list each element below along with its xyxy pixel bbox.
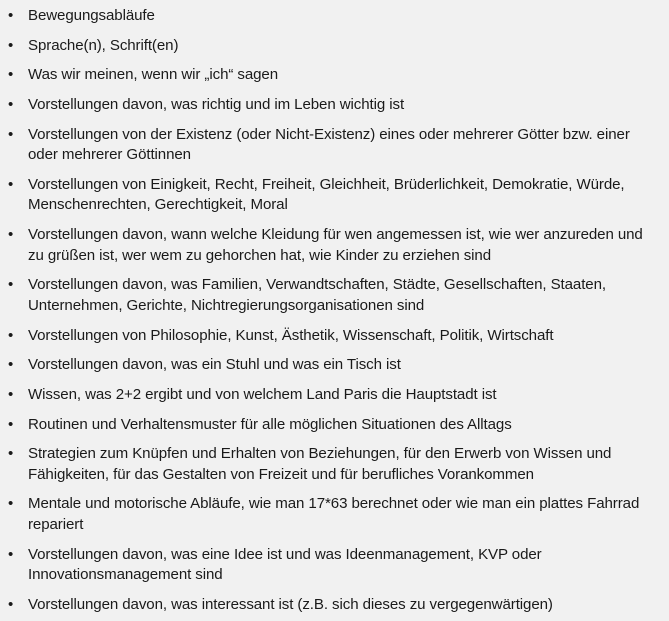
list-item-text: Vorstellungen von Philosophie, Kunst, Ästhetik, Wissenschaft, Politik, Wirtschaft bbox=[28, 326, 554, 344]
bullet-icon: • bbox=[8, 545, 14, 563]
list-item-text: Routinen und Verhaltensmuster für alle möglichen Situationen des Alltags bbox=[28, 415, 512, 433]
bullet-list bbox=[6, 6, 661, 615]
list-item bbox=[6, 225, 661, 266]
bullet-icon: • bbox=[8, 226, 14, 244]
list-item-text: Vorstellungen von Einigkeit, Recht, Freiheit, Gleichheit, Brüderlichkeit, Demokratie, Würde, Menschenrechten, Gerechtigkeit, Moral bbox=[28, 175, 625, 214]
list-item bbox=[6, 95, 661, 116]
list-item-text: Vorstellungen davon, was richtig und im Leben wichtig ist bbox=[28, 96, 405, 114]
bullet-icon: • bbox=[8, 595, 14, 613]
list-item-text: Mentale und motorische Abläufe, wie man 17*63 berechnet oder wie man ein plattes Fahrrad repariert bbox=[28, 495, 640, 533]
bullet-icon: • bbox=[8, 356, 14, 374]
list-item-text: Vorstellungen davon, wann welche Kleidung für wen angemessen ist, wie wer anzureden und zu grüßen ist, wer wem zu gehorchen hat, wie Kinder zu erziehen sind bbox=[28, 226, 643, 264]
bullet-icon: • bbox=[8, 175, 14, 193]
bullet-icon: • bbox=[8, 415, 14, 433]
list-item-text: Vorstellungen davon, was eine Idee ist und was Ideenmanagement, KVP oder Innovationsmanagement sind bbox=[28, 545, 542, 584]
list-item-text: Strategien zum Knüpfen und Erhalten von Beziehungen, für den Erwerb von Wissen und Fähigkeiten, für das Gestalten von Freizeit und für berufliches Vorankommen bbox=[28, 445, 612, 483]
list-item-text: Vorstellungen davon, was ein Stuhl und was ein Tisch ist bbox=[28, 356, 401, 374]
list-item bbox=[6, 385, 661, 406]
bullet-icon: • bbox=[8, 445, 14, 463]
bullet-icon: • bbox=[8, 36, 14, 54]
list-item-text: Vorstellungen davon, was Familien, Verwandtschaften, Städte, Gesellschaften, Staaten, Unternehmen, Gerichte, Nichtregierungsorganisationen sind bbox=[28, 276, 606, 314]
list-item bbox=[6, 36, 661, 57]
bullet-icon: • bbox=[8, 7, 14, 24]
list-item-text: Vorstellungen davon, was interessant ist (z.B. sich dieses zu vergegenwärtigen) bbox=[28, 595, 553, 613]
list-item-text: Bewegungsabläufe bbox=[28, 7, 155, 24]
list-item-text: Wissen, was 2+2 ergibt und von welchem Land Paris die Hauptstadt ist bbox=[28, 385, 497, 403]
list-item bbox=[6, 415, 661, 436]
bullet-icon: • bbox=[8, 125, 14, 143]
bullet-icon: • bbox=[8, 66, 14, 84]
list-item bbox=[6, 125, 661, 166]
list-item bbox=[6, 65, 661, 86]
list-item-text: Vorstellungen von der Existenz (oder Nicht-Existenz) eines oder mehrerer Götter bzw. einer oder mehrerer Göttinnen bbox=[28, 125, 630, 164]
list-item bbox=[6, 545, 661, 586]
list-item bbox=[6, 326, 661, 347]
list-item bbox=[6, 6, 661, 27]
list-item-text: Was wir meinen, wenn wir „ich“ sagen bbox=[28, 66, 279, 84]
bullet-icon: • bbox=[8, 96, 14, 114]
list-item bbox=[6, 494, 661, 535]
list-item bbox=[6, 595, 661, 616]
bullet-icon: • bbox=[8, 326, 14, 344]
bullet-icon: • bbox=[8, 276, 14, 294]
bullet-icon: • bbox=[8, 495, 14, 513]
list-item bbox=[6, 175, 661, 216]
list-item bbox=[6, 444, 661, 485]
list-item bbox=[6, 355, 661, 376]
list-item-text: Sprache(n), Schrift(en) bbox=[28, 36, 179, 54]
list-item bbox=[6, 275, 661, 316]
bullet-icon: • bbox=[8, 385, 14, 403]
